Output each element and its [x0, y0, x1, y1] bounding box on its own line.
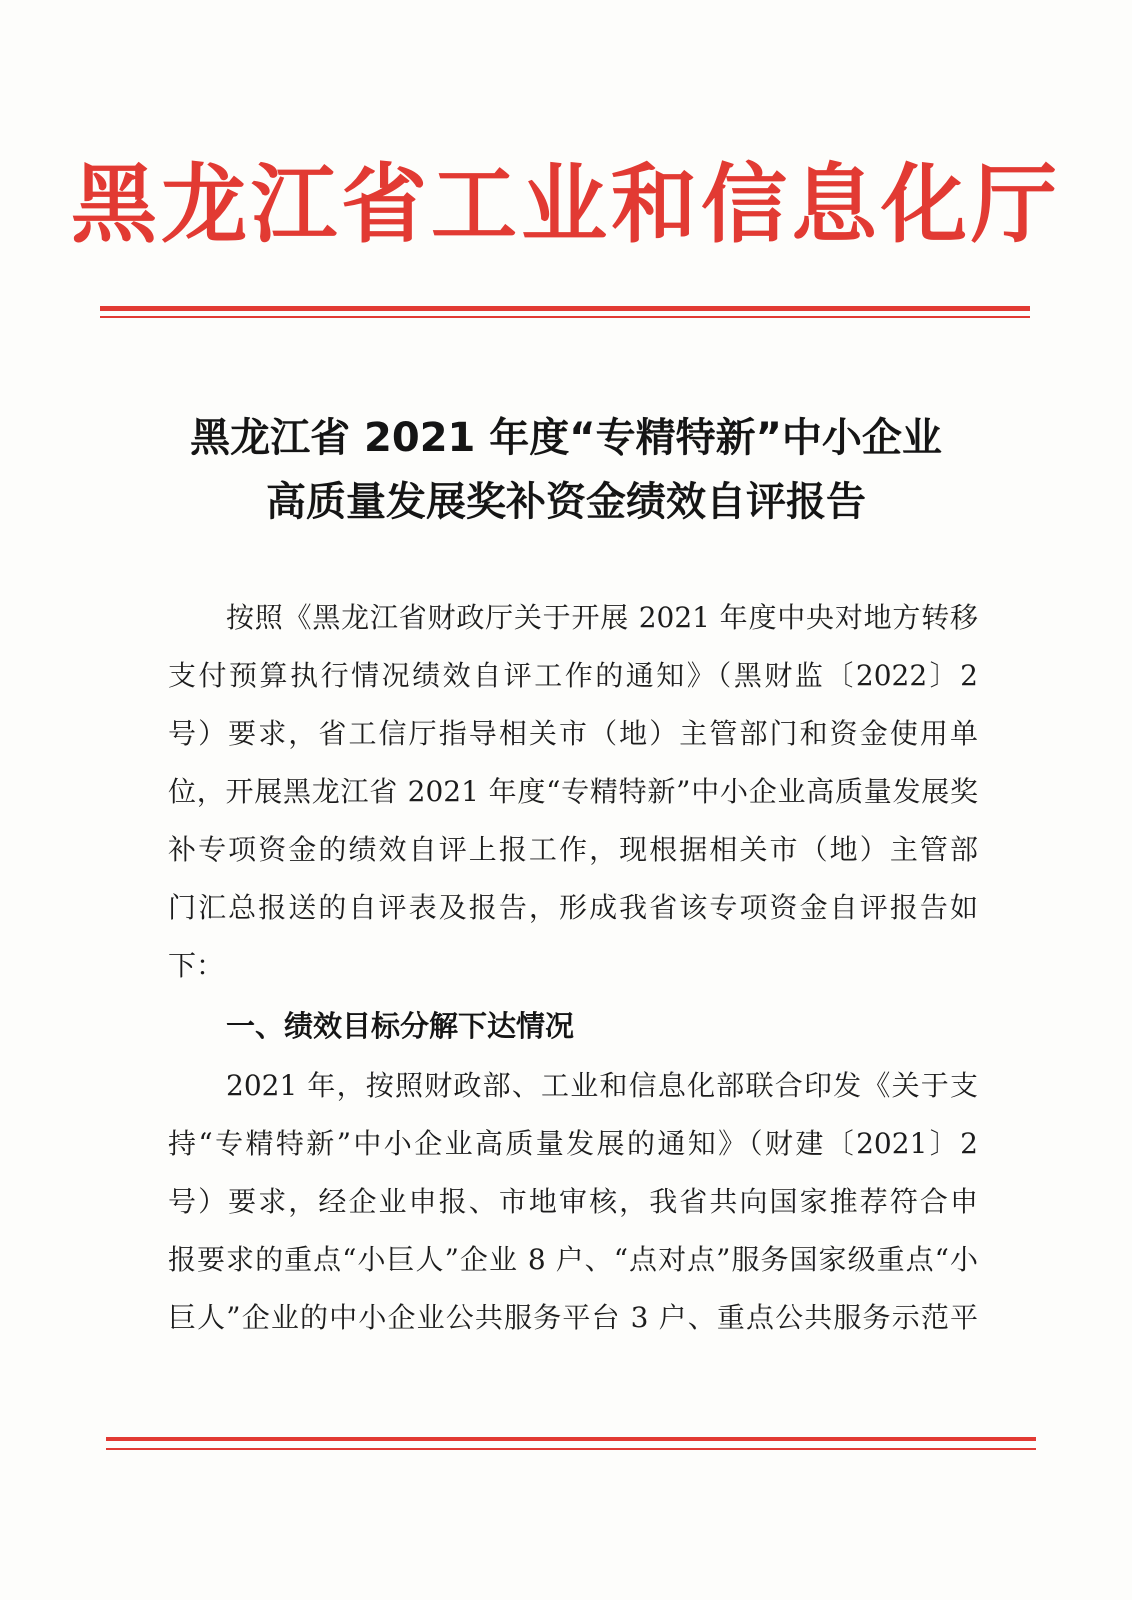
letterhead-org-name: 黑龙江省工业和信息化厅 — [71, 155, 1061, 255]
paragraph-line: 位，开展黑龙江省 2021 年度“专精特新”中小企业高质量发展奖 — [168, 775, 978, 808]
paragraph-line: 补专项资金的绩效自评上报工作，现根据相关市（地）主管部 — [168, 833, 978, 866]
footer-divider-thick — [106, 1437, 1036, 1441]
letterhead-divider-thick — [100, 306, 1030, 311]
document-title-line-1: 黑龙江省 2021 年度“专精特新”中小企业 — [190, 415, 942, 461]
document-title-line-2: 高质量发展奖补资金绩效自评报告 — [266, 479, 866, 525]
paragraph-line: 巨人”企业的中小企业公共服务平台 3 户、重点公共服务示范平 — [168, 1301, 978, 1334]
paragraph-line: 持“专精特新”中小企业高质量发展的通知》（财建〔2021〕2 — [168, 1127, 978, 1160]
paragraph-line: 2021 年，按照财政部、工业和信息化部联合印发《关于支 — [226, 1069, 978, 1102]
paragraph-line: 门汇总报送的自评表及报告，形成我省该专项资金自评报告如 — [168, 891, 978, 924]
paragraph-line: 号）要求，省工信厅指导相关市（地）主管部门和资金使用单 — [168, 717, 978, 750]
letterhead-divider-thin — [100, 316, 1030, 318]
paragraph-line: 下： — [168, 949, 225, 982]
paragraph-line: 支付预算执行情况绩效自评工作的通知》（黑财监〔2022〕2 — [168, 659, 978, 692]
paragraph-line: 按照《黑龙江省财政厅关于开展 2021 年度中央对地方转移 — [226, 601, 978, 634]
section-heading: 一、绩效目标分解下达情况 — [226, 1009, 575, 1043]
paragraph-line: 号）要求，经企业申报、市地审核，我省共向国家推荐符合申 — [168, 1185, 978, 1218]
footer-divider-thin — [106, 1448, 1036, 1450]
paragraph-line: 报要求的重点“小巨人”企业 8 户、“点对点”服务国家级重点“小 — [168, 1243, 978, 1276]
